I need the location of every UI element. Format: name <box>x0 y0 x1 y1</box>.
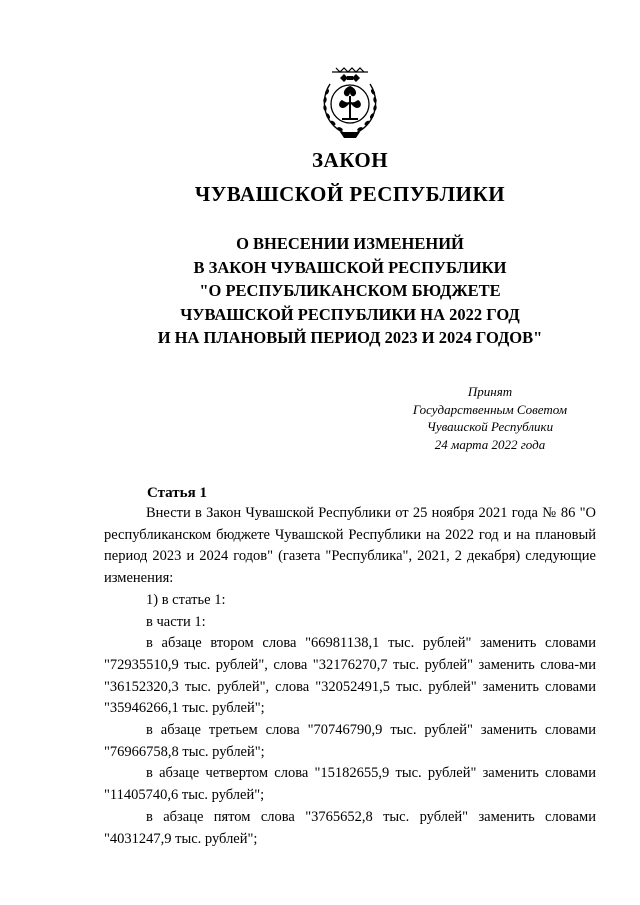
adoption-note-line: Принят <box>467 384 513 399</box>
adoption-note <box>410 383 570 453</box>
adoption-note-line: Чувашской Республики <box>426 419 554 434</box>
article-paragraph: в абзаце четвертом слова "15182655,9 тыс. рублей" заменить словами "11405740,6 тыс. рублей"; <box>104 765 596 804</box>
article-paragraph: в абзаце пятом слова "3765652,8 тыс. рублей" заменить словами "4031247,9 тыс. рублей"; <box>104 808 596 847</box>
article-paragraph: в абзаце втором слова "66981138,1 тыс. рублей" заменить словами "72935510,9 тыс. рублей", слова "32176270,7 тыс. рублей" заменить слова-ми "36152320,3 тыс. рублей", слова "32052491,5 тыс. рублей" заменить словами "35946266,1 тыс. рублей"; <box>104 635 596 717</box>
article-part: в части 1: <box>146 613 206 630</box>
article-body <box>104 503 596 850</box>
law-subject-line: В ЗАКОН ЧУВАШСКОЙ РЕСПУБЛИКИ <box>193 257 507 277</box>
article-paragraph: в абзаце третьем слова "70746790,9 тыс. рублей" заменить словами "76966758,8 тыс. рублей"; <box>104 722 596 760</box>
chuvash-coat-of-arms-emblem <box>316 62 384 140</box>
article-item: 1) в статье 1: <box>146 591 226 608</box>
law-subject-line: ЧУВАШСКОЙ РЕСПУБЛИКИ НА 2022 ГОД <box>180 304 520 324</box>
republic-name: ЧУВАШСКОЙ РЕСПУБЛИКИ <box>194 182 506 206</box>
law-subject <box>0 232 640 350</box>
article-intro-paragraph: Внести в Закон Чувашской Республики от 25 ноября 2021 года № 86 "О республиканском бюджете Чувашской Республики на 2022 год и на плановый период 2023 и 2024 годов" (газета "Республика", 2021, 2 декабря) следующие изменения: <box>104 505 596 587</box>
law-subject-line: "О РЕСПУБЛИКАНСКОМ БЮДЖЕТЕ <box>199 281 501 300</box>
adoption-note-line: Государственным Советом <box>412 401 568 417</box>
law-subject-line: О ВНЕСЕНИИ ИЗМЕНЕНИЙ <box>236 234 464 253</box>
law-subject-line: И НА ПЛАНОВЫЙ ПЕРИОД 2023 И 2024 ГОДОВ" <box>157 328 543 347</box>
law-title: ЗАКОН <box>311 148 389 172</box>
adoption-date: 24 марта 2022 года <box>434 436 546 452</box>
article-heading: Статья 1 <box>147 485 207 501</box>
